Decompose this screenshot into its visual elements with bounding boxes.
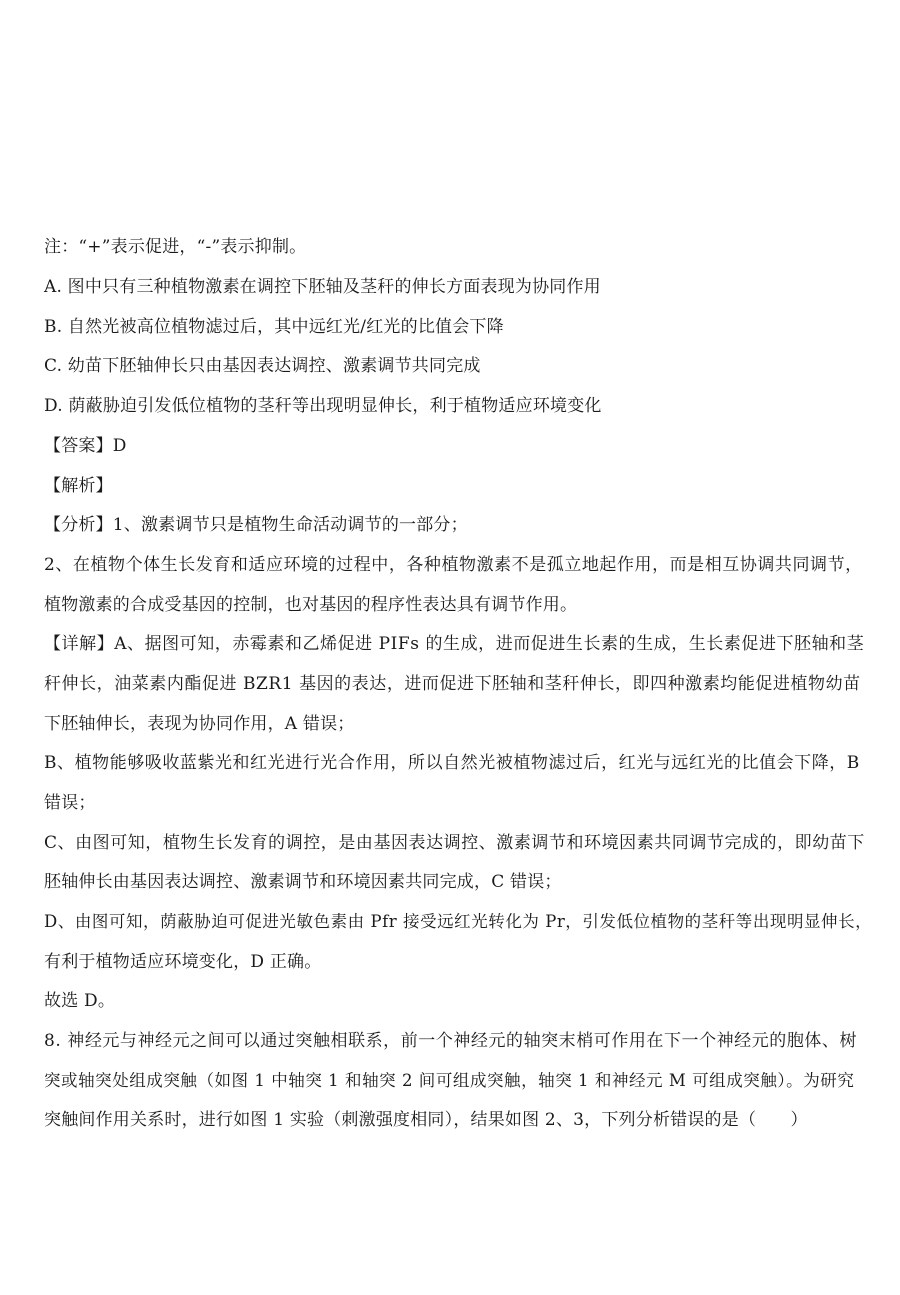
detail-a-line-1: 【详解】A、据图可知，赤霉素和乙烯促进 PIFs 的生成，进而促进生长素的生成，生长素促进下胚轴和茎 [44,634,865,654]
detail-b-line-2: 错误； [44,793,96,813]
detail-a-line-2: 秆伸长，油菜素内酯促进 BZR1 基因的表达，进而促进下胚轴和茎秆伸长，即四种激素均能促进植物幼苗 [44,674,861,694]
analysis-point-1: 【分析】1、激素调节只是植物生命活动调节的一部分； [44,515,468,535]
detail-a-line-3: 下胚轴伸长，表现为协同作用，A 错误； [44,714,355,734]
option-a: A. 图中只有三种植物激素在调控下胚轴及茎秆的伸长方面表现为协同作用 [44,277,601,297]
detail-c-line-2: 胚轴伸长由基因表达调控、激素调节和环境因素共同完成，C 错误； [44,872,562,892]
detail-c-line-1: C、由图可知，植物生长发育的调控，是由基因表达调控、激素调节和环境因素共同调节完成的，即幼苗下 [44,833,865,853]
note-text: 注：“+”表示促进，“-”表示抑制。 [44,237,307,257]
option-b: B. 自然光被高位植物滤过后，其中远红光/红光的比值会下降 [44,317,504,337]
analysis-point-2-line-1: 2、在植物个体生长发育和适应环境的过程中，各种植物激素不是孤立地起作用，而是相互协调共同调节， [44,555,863,575]
detail-d-line-2: 有利于植物适应环境变化，D 正确。 [44,952,322,972]
detail-b-line-1: B、植物能够吸收蓝紫光和红光进行光合作用，所以自然光被植物滤过后，红光与远红光的比值会下降，B [44,753,860,773]
analysis-point-2-line-2: 植物激素的合成受基因的控制，也对基因的程序性表达具有调节作用。 [44,595,578,615]
question-8-line-2: 突或轴突处组成突触（如图 1 中轴突 1 和轴突 2 间可组成突触，轴突 1 和神经元 M 可组成突触）。为研究 [44,1071,855,1090]
option-c: C. 幼苗下胚轴伸长只由基因表达调控、激素调节共同完成 [44,356,481,376]
question-8-line-1: 8. 神经元与神经元之间可以通过突触相联系，前一个神经元的轴突末梢可作用在下一个神经元的胞体、树 [44,1031,858,1051]
question-8-line-3: 突触间作用关系时，进行如图 1 实验（刺激强度相同），结果如图 2、3，下列分析错误的是（ ） [44,1110,808,1130]
conclusion-line: 故选 D。 [44,991,116,1011]
analysis-heading: 【解析】 [44,476,113,496]
option-d: D. 荫蔽胁迫引发低位植物的茎秆等出现明显伸长，利于植物适应环境变化 [44,396,602,416]
detail-d-line-1: D、由图可知，荫蔽胁迫可促进光敏色素由 Pfr 接受远红光转化为 Pr，引发低位植物的茎秆等出现明显伸长， [44,912,873,931]
answer-line: 【答案】D [44,436,127,456]
